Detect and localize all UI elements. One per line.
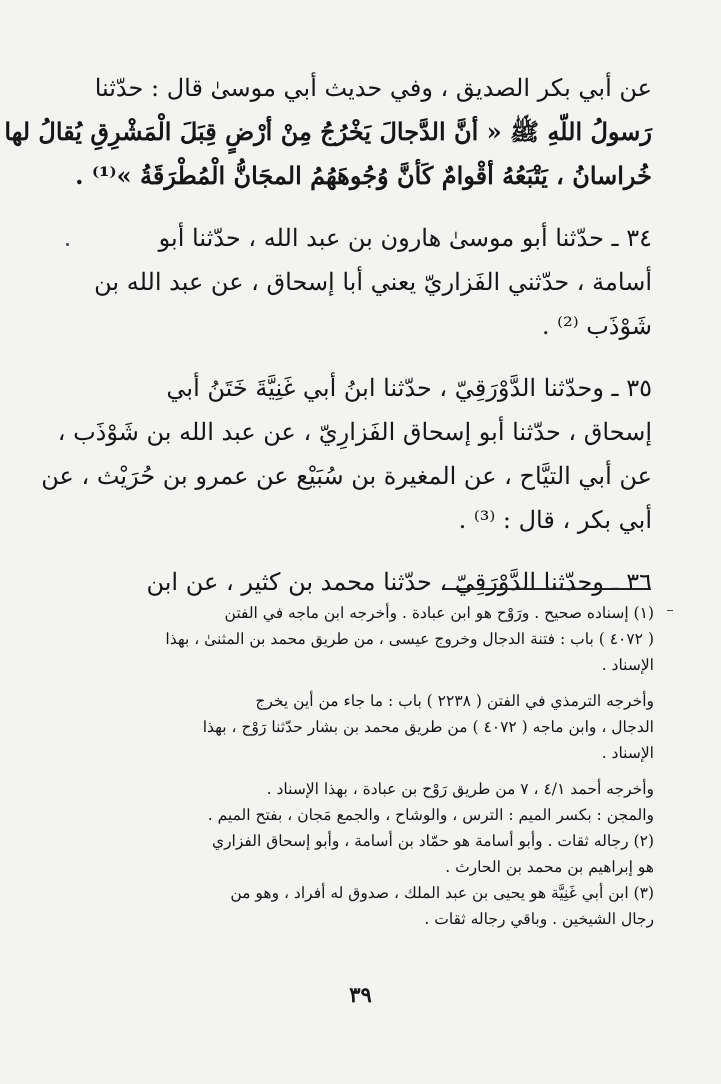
footnote-line: (٢) رجاله ثقات . وأبو أسامة هو حمّاد بن أسامة ، وأبو إسحاق الفزاري xyxy=(211,832,654,850)
footnote-line: (١) إسناده صحيح . ورَوْح هو ابن عبادة . وأخرجه ابن ماجه في الفتن xyxy=(224,604,654,622)
text-line: عن أبي التيَّاح ، عن المغيرة بن سُبَيْع عن عمرو بن حُرَيْث ، عن xyxy=(41,462,652,490)
page-number: ٣٩ xyxy=(349,982,372,1007)
hadith-text-line: خُراسانُ ، يَتْبَعُهُ أقْوامٌ كَأنَّ وُجُوهَهُمُ المجَانُّ الْمُطْرَقَةُ »⁽¹⁾ . xyxy=(75,161,652,190)
hadith-text-line: رَسولُ اللّهِ ﷺ « أنَّ الدَّجالَ يَخْرُجُ مِنْ أرْضٍ قِبَلَ الْمَشْرِقِ يُقالُ لها xyxy=(4,117,652,146)
paragraph-34 xyxy=(96,216,652,348)
main-text xyxy=(4,66,652,604)
text-line: شَوْذَب ⁽²⁾ . xyxy=(541,312,652,340)
footnote-1-continued xyxy=(94,688,654,766)
footnote-line: ( ٤٠٧٢ ) باب : فتنة الدجال وخروج عيسى ، من طريق محمد بن المثنىٰ ، بهذا xyxy=(165,630,654,648)
footnote-3 xyxy=(94,880,654,932)
footnote-line: الإسناد . xyxy=(601,744,654,762)
footnote-line: الإسناد . xyxy=(601,656,654,674)
margin-mark xyxy=(667,610,673,611)
text-line: أبي بكر ، قال : ⁽³⁾ . xyxy=(458,506,652,534)
footnote-line: (٣) ابن أبي غَنِيَّة هو يحيى بن عبد الملك ، صدوق له أفراد ، وهو من xyxy=(230,884,654,902)
footnote-separator xyxy=(443,588,649,590)
footnote-line: هو إبراهيم بن محمد بن الحارث . xyxy=(445,858,654,876)
footnote-line: وأخرجه الترمذي في الفتن ( ٢٢٣٨ ) باب : ما جاء من أين يخرج xyxy=(255,692,654,710)
footnote-2 xyxy=(94,828,654,880)
text-line: إسحاق ، حدّثنا أبو إسحاق الفَزارِيّ ، عن عبد الله بن شَوْذَب ، xyxy=(57,418,652,446)
footnote-1-continued xyxy=(94,776,654,828)
paragraph-36 xyxy=(96,560,652,604)
footnote-1 xyxy=(94,600,654,678)
footnotes xyxy=(94,600,654,932)
paragraph-35 xyxy=(41,366,652,542)
text-line: ٣٤ ـ حدّثنا أبو موسىٰ هارون بن عبد الله ، حدّثنا أبو xyxy=(158,224,652,252)
text-line: ٣٥ ـ وحدّثنا الدَّوْرَقِيّ ، حدّثنا ابنُ أبي غَنِيَّةَ خَتَنُ أبي xyxy=(166,374,652,402)
text-line: ٣٦ ـ وحدّثنا الدَّوْرَقِيّ ، حدّثنا محمد بن كثير ، عن ابن xyxy=(146,568,652,596)
paragraph-intro xyxy=(4,66,652,198)
text-line: عن أبي بكر الصديق ، وفي حديث أبي موسىٰ قال : حدّثنا xyxy=(94,74,652,102)
footnote-line: والمجن : بكسر الميم : الترس ، والوشاح ، والجمع مَجان ، بفتح الميم . xyxy=(207,806,654,824)
footnote-line: الدجال ، وابن ماجه ( ٤٠٧٢ ) من طريق محمد بن بشار حدّثنا رَوْح ، بهذا xyxy=(202,718,654,736)
footnote-line: وأخرجه أحمد ٤/١ ، ٧ من طريق رَوْح بن عبادة ، بهذا الإسناد . xyxy=(266,780,654,798)
footnote-line: رجال الشيخين . وباقي رجاله ثقات . xyxy=(424,910,654,928)
margin-mark xyxy=(66,243,69,246)
text-line: أسامة ، حدّثني الفَزاريّ يعني أبا إسحاق ، عن عبد الله بن xyxy=(94,268,652,296)
